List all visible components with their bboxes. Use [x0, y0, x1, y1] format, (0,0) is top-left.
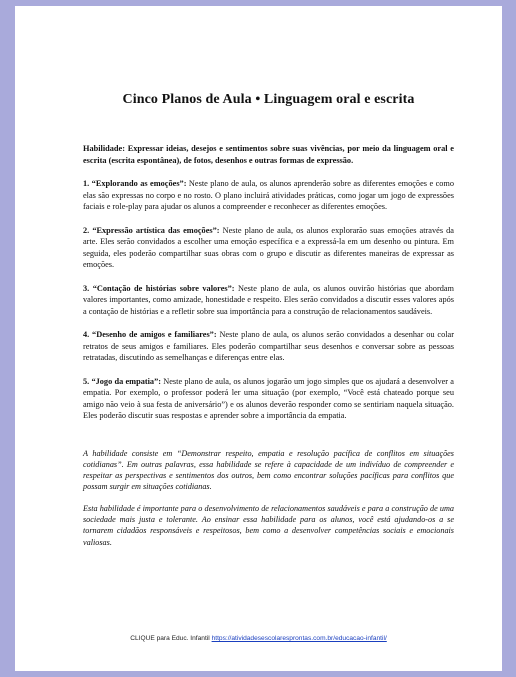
lesson-plan-3	[83, 283, 454, 318]
lesson-plan-2-title: 2. “Expressão artística das emoções”:	[83, 225, 220, 235]
footer-link[interactable]: https://atividadesescolaresprontas.com.br/educacao-infantil/	[211, 635, 387, 642]
lesson-plan-4-title: 4. “Desenho de amigos e familiares”:	[83, 330, 217, 339]
section-spacer	[83, 434, 454, 448]
lesson-plan-5	[83, 376, 454, 422]
lesson-plan-5-title: 5. “Jogo da empatia”:	[83, 376, 161, 386]
lesson-plan-3-title: 3. “Contação de histórias sobre valores”:	[83, 283, 235, 293]
lesson-plan-3-text: Neste plano de aula, os alunos ouvirão histórias que abordam valores importantes, como amizade, honestidade e respeito. Eles serão convidados a discutir esses valores após a contação de histórias e a refletir sobre sua importância para a construção de relacionamentos saudáveis.	[83, 283, 454, 316]
lesson-plan-5-text: Neste plano de aula, os alunos jogarão um jogo simples que os ajudará a desenvolver a empatia. Por exemplo, o professor poderá ler uma situação (por exemplo, “Você está chateado porque seu amigo não veio à sua festa de aniversário”) e os alunos deverão responder como se sentiriam naquela situação. Eles poderão discutir suas respostas e aprender sobre a importância da empatia.	[83, 376, 454, 420]
skill-statement: Habilidade: Expressar ideias, desejos e sentimentos sobre suas vivências, por meio da linguagem oral e escrita (escrita espontânea), de fotos, desenhos e outras formas de expressão.	[83, 144, 454, 165]
skill-explanation: A habilidade consiste em “Demonstrar respeito, empatia e resolução pacífica de conflitos em situações cotidianas”. Em outras palavras, essa habilidade se refere à capacidade de um indivíduo de compreender e respeitar as perspectivas e sentimentos dos outros, bem como encontrar soluções pacíficas para conflitos que possam surgir em situações cotidianas.	[83, 448, 454, 492]
lesson-plan-2	[83, 225, 454, 271]
lesson-plan-4	[83, 329, 454, 364]
skill-importance: Esta habilidade é importante para o desenvolvimento de relacionamentos saudáveis e para a construção de uma sociedade mais justa e tolerante. Ao ensinar essa habilidade para os alunos, você está ajudando-os a se tornarem cidadãos responsáveis e respeitosos, bem como a desenvolver competências sociais e emocionais valiosas.	[83, 503, 454, 547]
lesson-plan-1	[83, 178, 454, 213]
document-page	[15, 6, 502, 671]
lesson-plan-4-text: Neste plano de aula, os alunos serão convidados a desenhar ou colar retratos de seus amigos e familiares. Eles poderão compartilhar seus desenhos e conversar sobre as pessoas retratadas, discutindo as semelhanças e diferenças entre elas.	[83, 330, 454, 362]
lesson-plan-1-text: Neste plano de aula, os alunos aprenderão sobre as diferentes emoções e como elas são expressas no corpo e no rosto. O plano incluirá atividades práticas, como jogar um jogo de expressões faciais e role-play para ajudar os alunos a compreender e reconhecer as diferentes emoções.	[83, 179, 455, 211]
lesson-plan-2-text: Neste plano de aula, os alunos explorarão suas emoções através da arte. Eles serão convidados a escolher uma emoção específica e a expressá-la em um desenho ou pintura. Em seguida, eles poderão compartilhar suas obras com o grupo e discutir as diferentes maneiras de expressar as emoções.	[83, 225, 454, 269]
footer-label: CLIQUE para Educ. Infantil	[130, 635, 212, 642]
footer	[15, 635, 502, 642]
lesson-plan-1-title: 1. “Explorando as emoções”:	[83, 179, 187, 188]
page-title: Cinco Planos de Aula • Linguagem oral e escrita	[122, 92, 415, 107]
